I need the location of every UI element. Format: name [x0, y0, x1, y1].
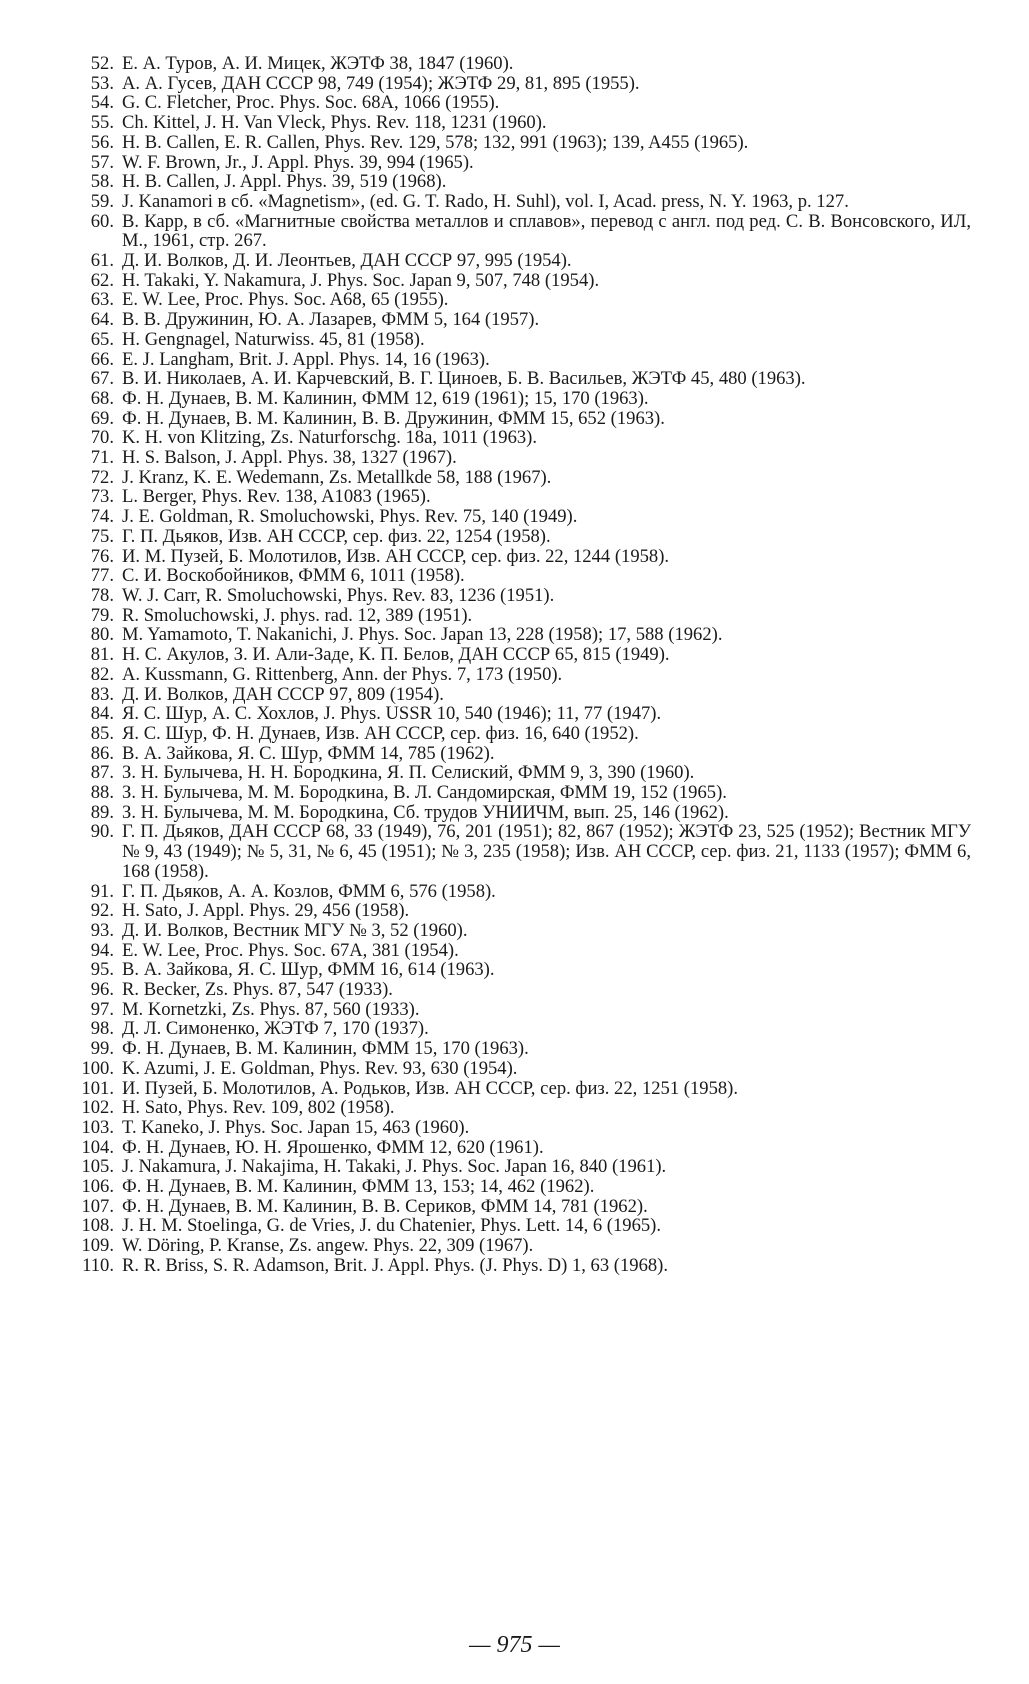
page-number: — 975 — [469, 1632, 560, 1658]
reference-number: 63. [90, 289, 114, 311]
reference-item [78, 527, 971, 547]
reference-item [78, 1059, 971, 1079]
reference-text: T. Kaneko, J. Phys. Soc. Japan 15, 463 (1960). [122, 1116, 470, 1138]
reference-number: 88. [90, 782, 114, 804]
reference-number: 61. [90, 250, 114, 272]
reference-text: З. Н. Булычева, Н. Н. Бородкина, Я. П. Селиский, ФММ 9, 3, 390 (1960). [122, 762, 695, 784]
reference-text: J. E. Goldman, R. Smoluchowski, Phys. Rev. 75, 140 (1949). [122, 506, 578, 528]
reference-text: Ф. Н. Дунаев, Ю. Н. Ярошенко, ФММ 12, 620 (1961). [122, 1136, 544, 1158]
reference-item [78, 251, 971, 271]
reference-number: 62. [90, 269, 114, 291]
reference-item [78, 1216, 971, 1236]
reference-text: G. C. Fletcher, Proc. Phys. Soc. 68A, 1066 (1955). [122, 92, 500, 114]
reference-item [78, 941, 971, 961]
reference-item [78, 172, 971, 192]
reference-text: H. B. Callen, E. R. Callen, Phys. Rev. 129, 578; 132, 991 (1963); 139, A455 (1965). [122, 131, 749, 153]
reference-number: 97. [90, 998, 114, 1020]
reference-number: 98. [90, 1018, 114, 1040]
reference-number: 53. [90, 72, 114, 94]
reference-number: 110. [82, 1254, 114, 1276]
reference-item [78, 310, 971, 330]
reference-text: E. W. Lee, Proc. Phys. Soc. 67A, 381 (1954). [122, 939, 459, 961]
reference-text: Ch. Kittel, J. H. Van Vleck, Phys. Rev. 118, 1231 (1960). [122, 112, 547, 134]
reference-number: 106. [81, 1176, 114, 1198]
reference-item [78, 74, 971, 94]
reference-item [78, 1177, 971, 1197]
reference-item [78, 704, 971, 724]
reference-item [78, 1019, 971, 1039]
reference-item [78, 783, 971, 803]
reference-text: З. Н. Булычева, М. М. Бородкина, Сб. трудов УНИИЧМ, вып. 25, 146 (1962). [122, 801, 729, 823]
reference-number: 77. [90, 565, 114, 587]
reference-item [78, 153, 971, 173]
reference-text: K. H. von Klitzing, Zs. Naturforschg. 18a, 1011 (1963). [122, 427, 538, 449]
reference-item [78, 665, 971, 685]
reference-item [78, 487, 971, 507]
reference-item [78, 960, 971, 980]
reference-number: 68. [90, 387, 114, 409]
reference-item [78, 803, 971, 823]
reference-number: 54. [90, 92, 114, 114]
reference-number: 94. [90, 939, 114, 961]
reference-number: 80. [90, 624, 114, 646]
reference-number: 83. [90, 683, 114, 705]
reference-number: 90. [90, 821, 114, 843]
reference-number: 55. [90, 112, 114, 134]
reference-number: 104. [81, 1136, 114, 1158]
reference-number: 66. [90, 348, 114, 370]
reference-number: 70. [90, 427, 114, 449]
reference-number: 102. [81, 1097, 114, 1119]
reference-text: Ф. Н. Дунаев, В. М. Калинин, ФММ 15, 170 (1963). [122, 1038, 529, 1060]
reference-number: 75. [90, 525, 114, 547]
reference-number: 64. [90, 309, 114, 331]
reference-item [78, 1079, 971, 1099]
reference-number: 72. [90, 466, 114, 488]
reference-number: 96. [90, 979, 114, 1001]
reference-text: Г. П. Дьяков, ДАН СССР 68, 33 (1949), 76, 201 (1951); 82, 867 (1952); ЖЭТФ 23, 525 (1952); Вестник МГУ № 9, 43 (1949); № 5, 31, № 6, 45 (1951); № 3, 235 (1958); Изв. АН СССР, сер. физ. 21, 1133 (1957); ФММ 6, 168 (1958). [122, 821, 971, 882]
reference-number: 60. [90, 210, 114, 232]
reference-number: 73. [90, 486, 114, 508]
reference-item [78, 369, 971, 389]
reference-item [78, 1138, 971, 1158]
reference-item [78, 625, 971, 645]
reference-number: 58. [90, 171, 114, 193]
reference-text: M. Yamamoto, T. Nakanichi, J. Phys. Soc. Japan 13, 228 (1958); 17, 588 (1962). [122, 624, 723, 646]
reference-text: С. И. Воскобойников, ФММ 6, 1011 (1958). [122, 565, 465, 587]
reference-number: 86. [90, 742, 114, 764]
reference-number: 67. [90, 368, 114, 390]
reference-item [78, 921, 971, 941]
reference-number: 93. [90, 919, 114, 941]
reference-item [78, 1039, 971, 1059]
reference-text: Я. С. Шур, А. С. Хохлов, J. Phys. USSR 10, 540 (1946); 11, 77 (1947). [122, 703, 662, 725]
reference-number: 59. [90, 190, 114, 212]
reference-number: 101. [81, 1077, 114, 1099]
reference-number: 95. [90, 959, 114, 981]
reference-item [78, 468, 971, 488]
reference-text: В. А. Зайкова, Я. С. Шур, ФММ 14, 785 (1962). [122, 742, 495, 764]
reference-item [78, 428, 971, 448]
reference-item [78, 1000, 971, 1020]
reference-number: 103. [81, 1116, 114, 1138]
reference-text: H. Sato, J. Appl. Phys. 29, 456 (1958). [122, 900, 410, 922]
reference-item [78, 547, 971, 567]
reference-text: R. Becker, Zs. Phys. 87, 547 (1933). [122, 979, 393, 1001]
reference-text: И. Пузей, Б. Молотилов, А. Родьков, Изв. АН СССР, сер. физ. 22, 1251 (1958). [122, 1077, 738, 1099]
reference-text: M. Kornetzki, Zs. Phys. 87, 560 (1933). [122, 998, 420, 1020]
reference-text: В. А. Зайкова, Я. С. Шур, ФММ 16, 614 (1963). [122, 959, 495, 981]
reference-text: A. Kussmann, G. Rittenberg, Ann. der Phys. 7, 173 (1950). [122, 663, 563, 685]
reference-number: 99. [90, 1038, 114, 1060]
reference-number: 91. [90, 880, 114, 902]
reference-number: 87. [90, 762, 114, 784]
reference-text: L. Berger, Phys. Rev. 138, A1083 (1965). [122, 486, 431, 508]
reference-number: 52. [90, 53, 114, 74]
reference-text: Д. И. Волков, Д. И. Леонтьев, ДАН СССР 97, 995 (1954). [122, 250, 572, 272]
reference-item [78, 1236, 971, 1256]
reference-item [78, 1157, 971, 1177]
reference-text: K. Azumi, J. E. Goldman, Phys. Rev. 93, 630 (1954). [122, 1057, 518, 1079]
reference-text: H. Gengnagel, Naturwiss. 45, 81 (1958). [122, 328, 425, 350]
reference-item [78, 1256, 971, 1276]
reference-item [78, 744, 971, 764]
reference-text: Ф. Н. Дунаев, В. М. Калинин, ФММ 12, 619 (1961); 15, 170 (1963). [122, 387, 649, 409]
reference-text: R. Smoluchowski, J. phys. rad. 12, 389 (1951). [122, 604, 473, 626]
reference-item [78, 271, 971, 291]
reference-item [78, 645, 971, 665]
reference-item [78, 980, 971, 1000]
reference-item [78, 763, 971, 783]
reference-item [78, 507, 971, 527]
reference-text: И. М. Пузей, Б. Молотилов, Изв. АН СССР, сер. физ. 22, 1244 (1958). [122, 545, 670, 567]
reference-text: W. F. Brown, Jr., J. Appl. Phys. 39, 994 (1965). [122, 151, 474, 173]
reference-item [78, 409, 971, 429]
reference-item [78, 350, 971, 370]
reference-text: H. Sato, Phys. Rev. 109, 802 (1958). [122, 1097, 395, 1119]
reference-text: Г. П. Дьяков, Изв. АН СССР, сер. физ. 22, 1254 (1958). [122, 525, 551, 547]
reference-text: H. S. Balson, J. Appl. Phys. 38, 1327 (1967). [122, 447, 457, 469]
reference-list [78, 54, 971, 1276]
reference-text: R. R. Briss, S. R. Adamson, Brit. J. Appl. Phys. (J. Phys. D) 1, 63 (1968). [122, 1254, 669, 1276]
reference-number: 85. [90, 722, 114, 744]
reference-text: J. Kranz, K. E. Wedemann, Zs. Metallkde 58, 188 (1967). [122, 466, 552, 488]
reference-item [78, 133, 971, 153]
reference-item [78, 1197, 971, 1217]
reference-text: Ф. Н. Дунаев, В. М. Калинин, В. В. Сериков, ФММ 14, 781 (1962). [122, 1195, 648, 1217]
reference-item [78, 882, 971, 902]
reference-text: J. H. M. Stoelinga, G. de Vries, J. du Chatenier, Phys. Lett. 14, 6 (1965). [122, 1215, 662, 1237]
reference-text: Г. П. Дьяков, А. А. Козлов, ФММ 6, 576 (1958). [122, 880, 496, 902]
reference-text: Д. И. Волков, Вестник МГУ № 3, 52 (1960). [122, 919, 468, 941]
reference-item [78, 901, 971, 921]
reference-text: E. J. Langham, Brit. J. Appl. Phys. 14, 16 (1963). [122, 348, 490, 370]
reference-number: 92. [90, 900, 114, 922]
reference-item [78, 54, 971, 74]
reference-number: 57. [90, 151, 114, 173]
reference-text: В. Карр, в сб. «Магнитные свойства металлов и сплавов», перевод с англ. под ред. С. В. Вонсовского, ИЛ, М., 1961, стр. 267. [122, 210, 971, 252]
reference-text: Д. Л. Симоненко, ЖЭТФ 7, 170 (1937). [122, 1018, 429, 1040]
reference-text: H. B. Callen, J. Appl. Phys. 39, 519 (1968). [122, 171, 447, 193]
reference-number: 107. [81, 1195, 114, 1217]
reference-item [78, 290, 971, 310]
reference-item [78, 724, 971, 744]
reference-text: В. И. Николаев, А. И. Карчевский, В. Г. Циноев, Б. В. Васильев, ЖЭТФ 45, 480 (1963). [122, 368, 806, 390]
reference-number: 69. [90, 407, 114, 429]
reference-number: 109. [81, 1235, 114, 1257]
reference-number: 74. [90, 506, 114, 528]
reference-number: 105. [81, 1156, 114, 1178]
reference-item [78, 448, 971, 468]
reference-text: Н. С. Акулов, З. И. Али-Заде, К. П. Белов, ДАН СССР 65, 815 (1949). [122, 644, 670, 666]
reference-text: А. А. Гусев, ДАН СССР 98, 749 (1954); ЖЭТФ 29, 81, 895 (1955). [122, 72, 640, 94]
reference-text: Д. И. Волков, ДАН СССР 97, 809 (1954). [122, 683, 444, 705]
reference-text: Ф. Н. Дунаев, В. М. Калинин, ФММ 13, 153; 14, 462 (1962). [122, 1176, 595, 1198]
reference-number: 79. [90, 604, 114, 626]
reference-number: 89. [90, 801, 114, 823]
reference-item [78, 212, 971, 251]
reference-item [78, 606, 971, 626]
reference-number: 108. [81, 1215, 114, 1237]
reference-number: 82. [90, 663, 114, 685]
reference-number: 71. [90, 447, 114, 469]
reference-item [78, 822, 971, 881]
reference-text: З. Н. Булычева, М. М. Бородкина, В. Л. Сандомирская, ФММ 19, 152 (1965). [122, 782, 727, 804]
reference-number: 100. [81, 1057, 114, 1079]
reference-item [78, 93, 971, 113]
reference-item [78, 566, 971, 586]
reference-text: Я. С. Шур, Ф. Н. Дунаев, Изв. АН СССР, сер. физ. 16, 640 (1952). [122, 722, 639, 744]
reference-number: 65. [90, 328, 114, 350]
reference-item [78, 389, 971, 409]
reference-number: 76. [90, 545, 114, 567]
reference-item [78, 586, 971, 606]
reference-number: 84. [90, 703, 114, 725]
reference-number: 56. [90, 131, 114, 153]
reference-text: Е. А. Туров, А. И. Мицек, ЖЭТФ 38, 1847 (1960). [122, 53, 514, 74]
reference-number: 78. [90, 584, 114, 606]
reference-text: J. Nakamura, J. Nakajima, H. Takaki, J. Phys. Soc. Japan 16, 840 (1961). [122, 1156, 667, 1178]
reference-item [78, 1098, 971, 1118]
reference-text: В. В. Дружинин, Ю. А. Лазарев, ФММ 5, 164 (1957). [122, 309, 540, 331]
reference-text: Ф. Н. Дунаев, В. М. Калинин, В. В. Дружинин, ФММ 15, 652 (1963). [122, 407, 665, 429]
reference-item [78, 330, 971, 350]
reference-item [78, 113, 971, 133]
reference-text: E. W. Lee, Proc. Phys. Soc. A68, 65 (1955). [122, 289, 449, 311]
reference-text: H. Takaki, Y. Nakamura, J. Phys. Soc. Japan 9, 507, 748 (1954). [122, 269, 600, 291]
reference-number: 81. [90, 644, 114, 666]
reference-text: J. Kanamori в сб. «Magnetism», (ed. G. T. Rado, H. Suhl), vol. I, Acad. press, N. Y. 1963, p. 127. [122, 190, 849, 212]
reference-text: W. Döring, P. Kranse, Zs. angew. Phys. 22, 309 (1967). [122, 1235, 534, 1257]
reference-item [78, 1118, 971, 1138]
reference-item [78, 685, 971, 705]
reference-text: W. J. Carr, R. Smoluchowski, Phys. Rev. 83, 1236 (1951). [122, 584, 555, 606]
reference-item [78, 192, 971, 212]
